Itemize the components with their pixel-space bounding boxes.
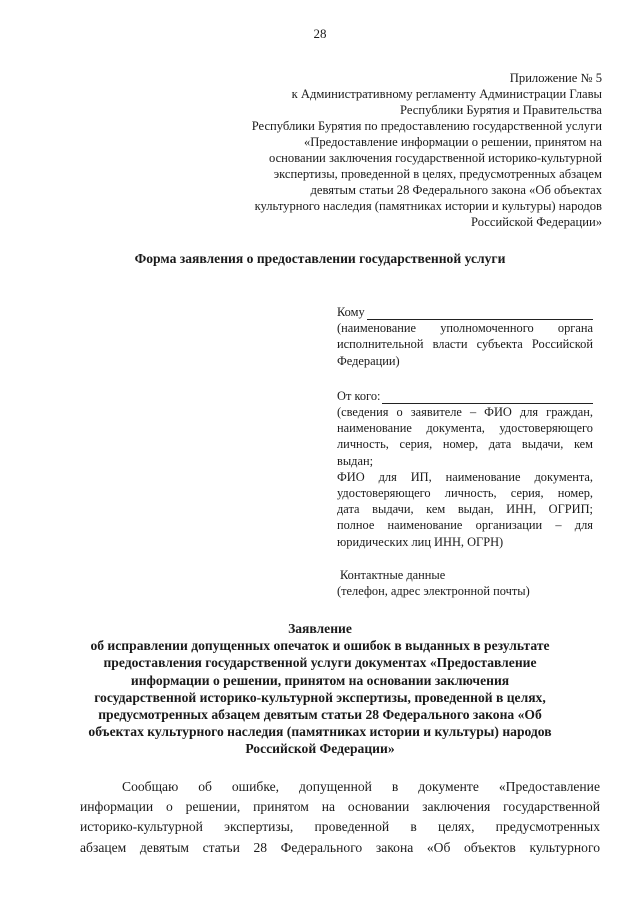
statement-heading-line: объектах культурного наследия (памятниках истории и культуры) народов bbox=[88, 724, 552, 740]
appendix-line: Российской Федерации» bbox=[471, 215, 602, 229]
contact-label: Контактные данные bbox=[340, 567, 446, 582]
appendix-block bbox=[182, 70, 602, 230]
appendix-line: Приложение № 5 bbox=[509, 71, 602, 85]
from-label: От кого: bbox=[337, 388, 381, 403]
addressee-block bbox=[337, 304, 593, 599]
contact-hint: (телефон, адрес электронной почты) bbox=[337, 584, 530, 599]
appendix-line: культурного наследия (памятниках истории и культуры) народов bbox=[254, 199, 602, 213]
from-hint-line: выдан; bbox=[337, 453, 374, 468]
body-line: абзацем девятым статьи 28 Федерального закона «Об объектов культурного bbox=[80, 839, 600, 855]
appendix-line: Республики Бурятия и Правительства bbox=[400, 103, 602, 117]
appendix-line: основании заключения государственной историко-культурной bbox=[268, 151, 602, 165]
body-paragraph bbox=[80, 777, 600, 858]
body-line: информации о решении, принятом на основании заключения государственной bbox=[80, 799, 600, 815]
appendix-line: экспертизы, проведенной в целях, предусмотренных абзацем bbox=[273, 167, 602, 181]
statement-heading-line: предоставления государственной услуги документах «Предоставление bbox=[103, 655, 537, 671]
to-fill-line[interactable] bbox=[367, 307, 593, 320]
to-hint-line: (наименование уполномоченного органа bbox=[337, 321, 593, 336]
from-hint-line: удостоверяющего личность, серия, номер, bbox=[337, 486, 593, 501]
body-line: историко-культурной экспертизы, проведенной в целях, предусмотренных bbox=[80, 819, 600, 835]
to-label: Кому bbox=[337, 305, 365, 319]
from-hint-line: наименование документа, удостоверяющего bbox=[337, 421, 593, 436]
body-line: Сообщаю об ошибке, допущенной в документе «Предоставление bbox=[122, 779, 600, 794]
from-fill-line[interactable] bbox=[382, 391, 593, 404]
from-field[interactable] bbox=[337, 388, 593, 404]
appendix-line: Республики Бурятия по предоставлению государственной услуги bbox=[251, 119, 602, 133]
from-hint-line: полное наименование организации – для bbox=[337, 518, 593, 533]
to-field[interactable] bbox=[337, 304, 593, 320]
statement-heading-line: об исправлении допущенных опечаток и ошибок в выданных в результате bbox=[90, 638, 550, 654]
from-hint-line: ФИО для ИП, наименование документа, bbox=[337, 469, 593, 484]
statement-heading-line: предусмотренных абзацем девятым статьи 28 Федерального закона «Об bbox=[98, 707, 542, 723]
statement-heading-line: Российской Федерации» bbox=[245, 741, 395, 757]
statement-title: Заявление bbox=[288, 621, 352, 636]
to-hint-line: исполнительной власти субъекта Российской bbox=[337, 337, 593, 352]
from-hint-line: юридических лиц ИНН, ОГРН) bbox=[337, 534, 504, 549]
from-hint-line: (сведения о заявителе – ФИО для граждан, bbox=[337, 405, 593, 420]
form-title: Форма заявления о предоставлении государственной услуги bbox=[134, 251, 506, 266]
appendix-line: «Предоставление информации о решении, принятом на bbox=[303, 135, 602, 149]
appendix-line: девятым статьи 28 Федерального закона «Об объектах bbox=[310, 183, 602, 197]
appendix-line: к Административному регламенту Администрации Главы bbox=[291, 87, 602, 101]
statement-heading bbox=[0, 620, 640, 758]
statement-heading-line: государственной историко-культурной экспертизы, проведенной в целях, bbox=[94, 689, 546, 705]
from-hint-line: личность, серия, номер, дата выдачи, кем bbox=[337, 437, 593, 452]
page-number: 28 bbox=[313, 26, 327, 41]
from-hint-line: дата выдачи, кем выдан, ИНН, ОГРИП; bbox=[337, 502, 593, 517]
to-hint-line: Федерации) bbox=[337, 353, 400, 368]
statement-heading-line: информации о решении, принятом на основании заключения bbox=[130, 672, 510, 688]
